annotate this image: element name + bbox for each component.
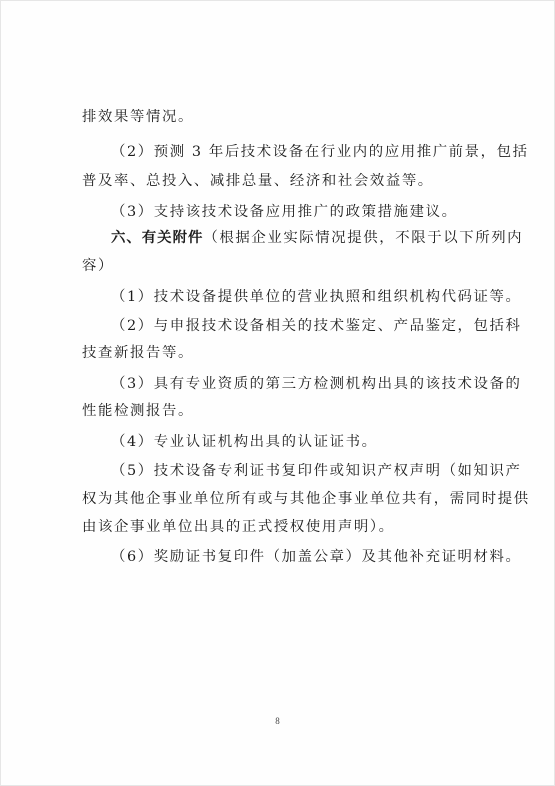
section-heading-line — [111, 228, 524, 248]
section-heading: 六、有关附件 — [111, 230, 204, 246]
page-number: 8 — [275, 716, 280, 726]
text-line: （4）专业认证机构出具的认证证书。 — [111, 434, 378, 450]
text-line: （1）技术设备提供单位的营业执照和组织机构代码证等。 — [111, 289, 522, 305]
text-line: 性能检测报告。 — [82, 403, 194, 419]
text-line: （3）支持该技术设备应用推广的政策措施建议。 — [111, 204, 458, 220]
text-line: 权为其他企事业单位所有或与其他企事业单位共有，需同时提供 — [82, 491, 530, 507]
section-heading-note: （根据企业实际情况提供，不限于以下所列内 — [203, 230, 524, 246]
text-line: 技查新报告等。 — [82, 345, 194, 361]
text-line: （3）具有专业资质的第三方检测机构出具的该技术设备的 — [111, 376, 522, 392]
text-line: （6）奖励证书复印件（加盖公章）及其他补充证明材料。 — [111, 549, 522, 565]
text-line: 由该企事业单位出具的正式授权使用声明）。 — [82, 519, 395, 535]
text-line: （2）与申报技术设备相关的技术鉴定、产品鉴定，包括科 — [111, 318, 522, 334]
text-line: （2）预测 3 年后技术设备在行业内的应用推广前景，包括 — [111, 144, 529, 160]
text-line: 容） — [82, 258, 114, 274]
text-line: （5）技术设备专利证书复印件或知识产权声明（如知识产 — [111, 463, 522, 479]
text-line: 排效果等情况。 — [82, 109, 194, 125]
text-line: 普及率、总投入、减排总量、经济和社会效益等。 — [82, 173, 434, 189]
